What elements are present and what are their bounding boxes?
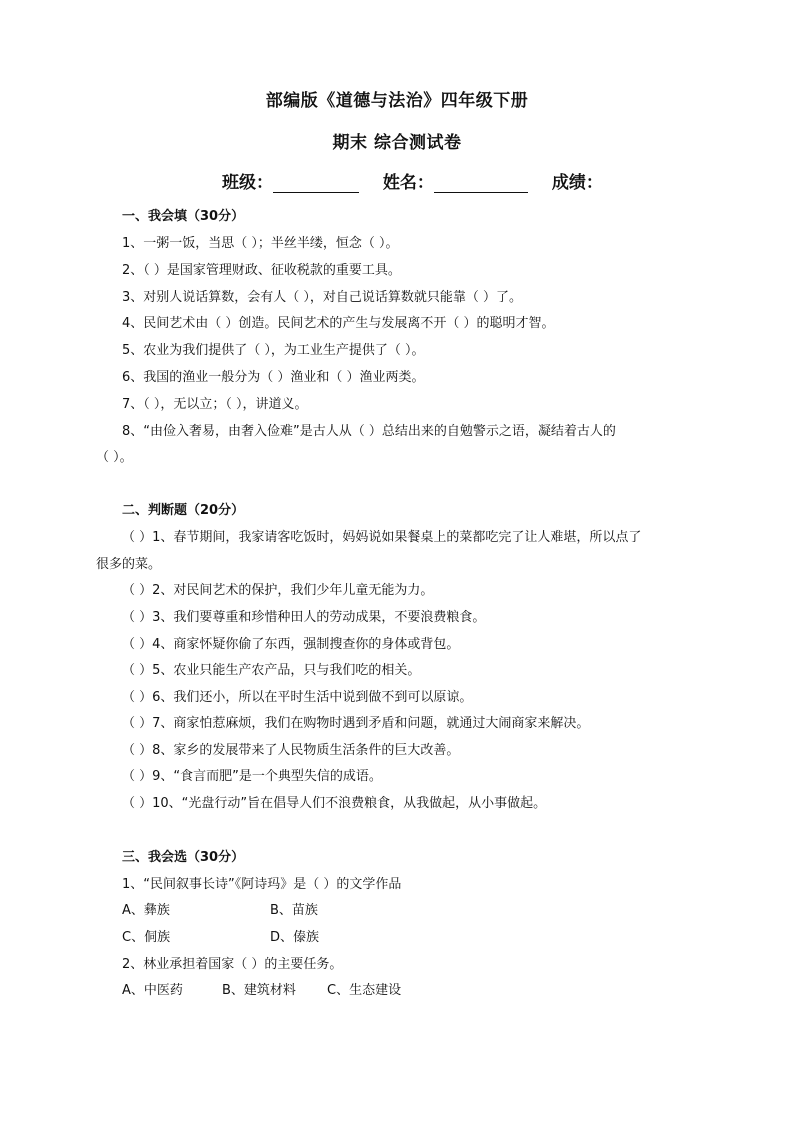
s1-question-8-cont: （ ）。 [96, 450, 133, 465]
s2-question-8: （ ）8、家乡的发展带来了人民物质生活条件的巨大改善。 [122, 743, 460, 758]
s1-question-8: 8、“由俭入奢易，由奢入俭难”是古人从（ ）总结出来的自勉警示之语，凝结着古人的 [122, 424, 616, 439]
s3-q1-option-c: C、侗族 [122, 930, 171, 945]
s1-question-6: 6、我国的渔业一般分为（ ）渔业和（ ）渔业两类。 [122, 370, 425, 385]
name-label: 姓名： [382, 173, 434, 193]
s2-question-2: （ ）2、对民间艺术的保护，我们少年儿童无能为力。 [122, 583, 434, 598]
s1-question-7: 7、（ ），无以立；（ ），讲道义。 [122, 397, 308, 412]
s1-question-3: 3、对别人说话算数，会有人（ ），对自己说话算数就只能靠（ ）了。 [122, 290, 523, 305]
class-label: 班级： [222, 173, 273, 193]
s3-question-2: 2、林业承担着国家（ ）的主要任务。 [122, 957, 343, 972]
s3-question-1: 1、“民间叙事长诗”《阿诗玛》是（ ）的文学作品 [122, 877, 402, 892]
s3-q2-option-c: C、生态建设 [327, 983, 402, 998]
s2-question-1-cont: 很多的菜。 [96, 557, 162, 572]
s2-question-10: （ ）10、“光盘行动”旨在倡导人们不浪费粮食，从我做起，从小事做起。 [122, 796, 547, 811]
s2-question-4: （ ）4、商家怀疑你偷了东西，强制搜查你的身体或背包。 [122, 637, 460, 652]
score-label: 成绩： [551, 173, 603, 193]
s3-q1-option-d: D、傣族 [270, 930, 320, 945]
s1-question-5: 5、农业为我们提供了（ ），为工业生产提供了（ ）。 [122, 343, 425, 358]
s2-question-7: （ ）7、商家怕惹麻烦，我们在购物时遇到矛盾和问题，就通过大闹商家来解决。 [122, 716, 590, 731]
section1-heading: 一、我会填（30分） [122, 209, 245, 224]
s3-q2-option-a: A、中医药 [122, 983, 183, 998]
s3-q1-option-b: B、苗族 [270, 903, 318, 918]
s1-question-2: 2、（ ）是国家管理财政、征收税款的重要工具。 [122, 263, 401, 278]
s2-question-3: （ ）3、我们要尊重和珍惜种田人的劳动成果，不要浪费粮食。 [122, 610, 486, 625]
s3-q2-option-b: B、建筑材料 [222, 983, 296, 998]
s2-question-1: （ ）1、春节期间，我家请客吃饭时，妈妈说如果餐桌上的菜都吃完了让人难堪，所以点了 [122, 530, 642, 545]
student-info-row [222, 168, 603, 193]
name-blank[interactable] [434, 174, 528, 193]
section2-heading: 二、判断题（20分） [122, 503, 245, 518]
section3-heading: 三、我会选（30分） [122, 850, 245, 865]
s1-question-1: 1、一粥一饭，当思（ ）；半丝半缕，恒念（ ）。 [122, 236, 399, 251]
s2-question-6: （ ）6、我们还小，所以在平时生活中说到做不到可以原谅。 [122, 690, 473, 705]
s2-question-5: （ ）5、农业只能生产农产品，只与我们吃的相关。 [122, 663, 421, 678]
exam-subtitle: 期末 综合测试卷 [332, 133, 462, 153]
s1-question-4: 4、民间艺术由（ ）创造。民间艺术的产生与发展离不开（ ）的聪明才智。 [122, 316, 555, 331]
class-blank[interactable] [273, 174, 359, 193]
s3-q1-option-a: A、彝族 [122, 903, 170, 918]
exam-title: 部编版《道德与法治》四年级下册 [265, 91, 529, 111]
s2-question-9: （ ）9、“食言而肥”是一个典型失信的成语。 [122, 769, 382, 784]
